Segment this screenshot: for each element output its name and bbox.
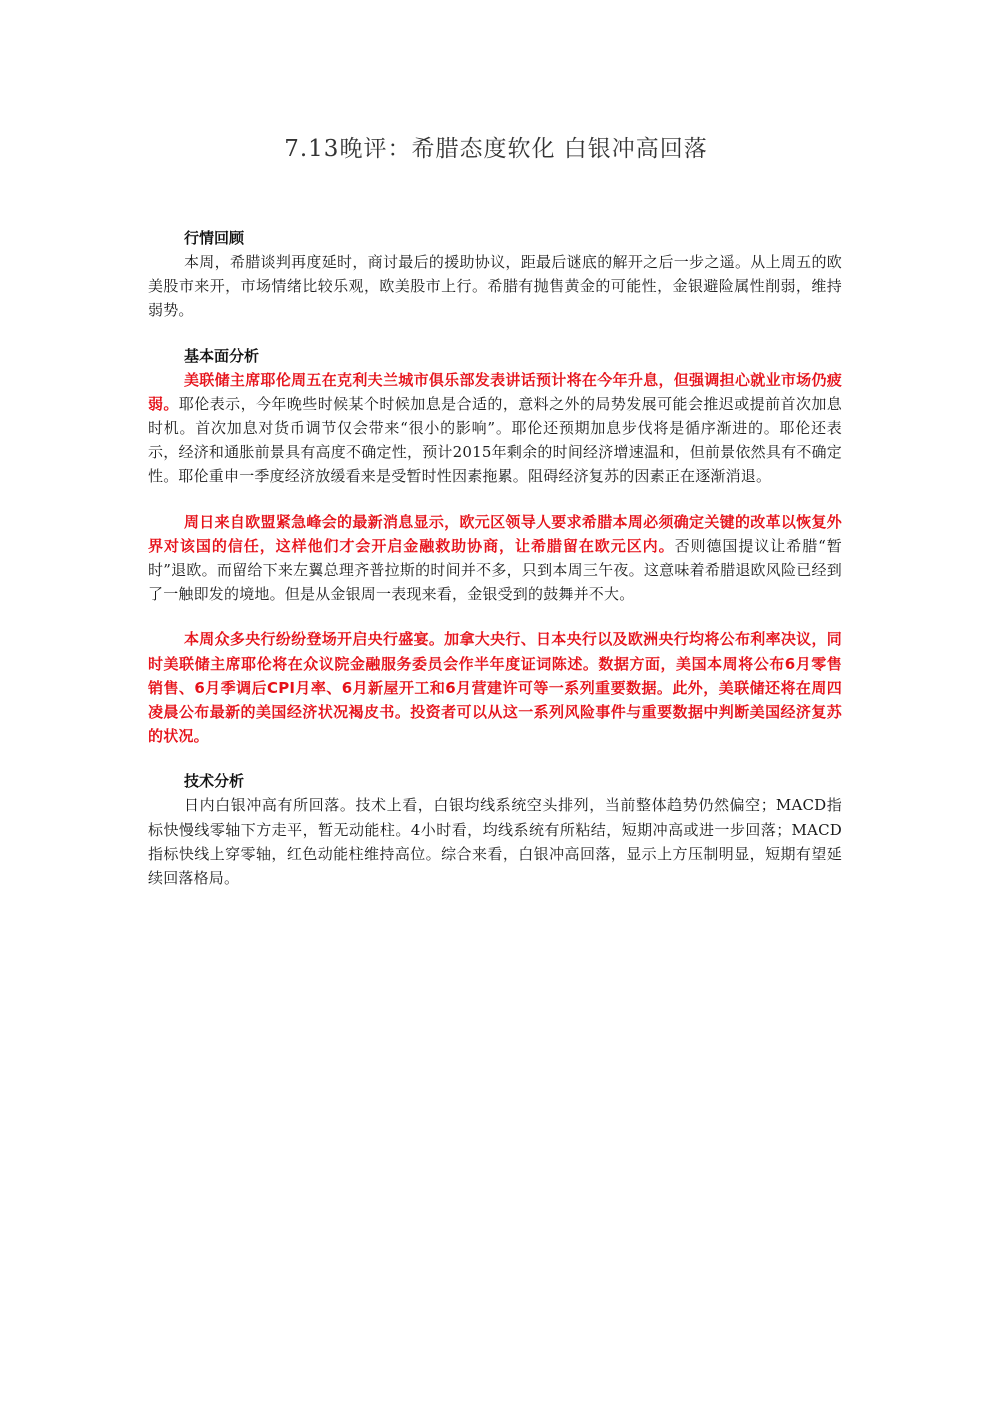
paragraph — [148, 793, 842, 890]
highlight-text: 本周众多央行纷纷登场开启央行盛宴。加拿大央行、日本央行以及欧洲央行均将公布利率决议，同时美联储主席耶伦将在众议院金融服务委员会作半年度证词陈述。数据方面，美国本周将公布6月零售销售、6月季调后CPI月率、6月新屋开工和6月营建许可等一系列重要数据。此外，美联储还将在周四凌晨公布最新的美国经济状况褐皮书。投资者可以从这一系列风险事件与重要数据中判断美国经济复苏的状况。 — [148, 630, 842, 746]
highlight-text: 美联储主席耶伦周五在克利夫兰城市俱乐部发表讲话预计将在今年升息，但强调担心就业市场仍疲弱。 — [148, 370, 842, 413]
section-heading: 行情回顾 — [184, 229, 245, 247]
section-heading: 基本面分析 — [184, 346, 260, 365]
body-text: 日内白银冲高有所回落。技术上看，白银均线系统空头排列，当前整体趋势仍然偏空；MACD指标快慢线零轴下方走平，暂无动能柱。4小时看，均线系统有所粘结，短期冲高或进一步回落；MACD指标快线上穿零轴，红色动能柱维持高位。综合来看，白银冲高回落，显示上方压制明显，短期有望延续回落格局。 — [148, 796, 842, 888]
paragraph — [148, 368, 842, 489]
section-heading: 技术分析 — [184, 772, 245, 791]
paragraph — [148, 627, 842, 748]
paragraph — [148, 510, 842, 607]
section-market-review — [148, 226, 842, 323]
body-text: 否则德国提议让希腊“暂时”退欧。而留给下来左翼总理齐普拉斯的时间并不多，只到本周三午夜。这意味着希腊退欧风险已经到了一触即发的境地。但是从金银周一表现来看，金银受到的鼓舞并不大。 — [148, 536, 842, 604]
document-body — [148, 226, 842, 890]
section-fundamental-analysis — [148, 344, 842, 749]
highlight-text: 周日来自欧盟紧急峰会的最新消息显示，欧元区领导人要求希腊本周必须确定关键的改革以恢复外界对该国的信任，这样他们才会开启金融救助协商，让希腊留在欧元区内。 — [148, 512, 842, 555]
body-text: 本周，希腊谈判再度延时，商讨最后的援助协议，距最后谜底的解开之后一步之遥。从上周五的欧美股市来开，市场情绪比较乐观，欧美股市上行。希腊有抛售黄金的可能性，金银避险属性削弱，维持弱势。 — [148, 253, 842, 320]
body-text: 耶伦表示，今年晚些时候某个时候加息是合适的，意料之外的局势发展可能会推迟或提前首次加息时机。首次加息对货币调节仅会带来“很小的影响”。耶伦还预期加息步伐将是循序渐进的。耶伦还表示，经济和通胀前景具有高度不确定性，预计2015年剩余的时间经济增速温和，但前景依然具有不确定性。耶伦重申一季度经济放缓看来是受暂时性因素拖累。阻碍经济复苏的因素正在逐渐消退。 — [148, 394, 842, 486]
document-title: 7.13晚评：希腊态度软化 白银冲高回落 — [284, 136, 708, 162]
paragraph — [148, 250, 842, 323]
section-technical-analysis — [148, 769, 842, 890]
